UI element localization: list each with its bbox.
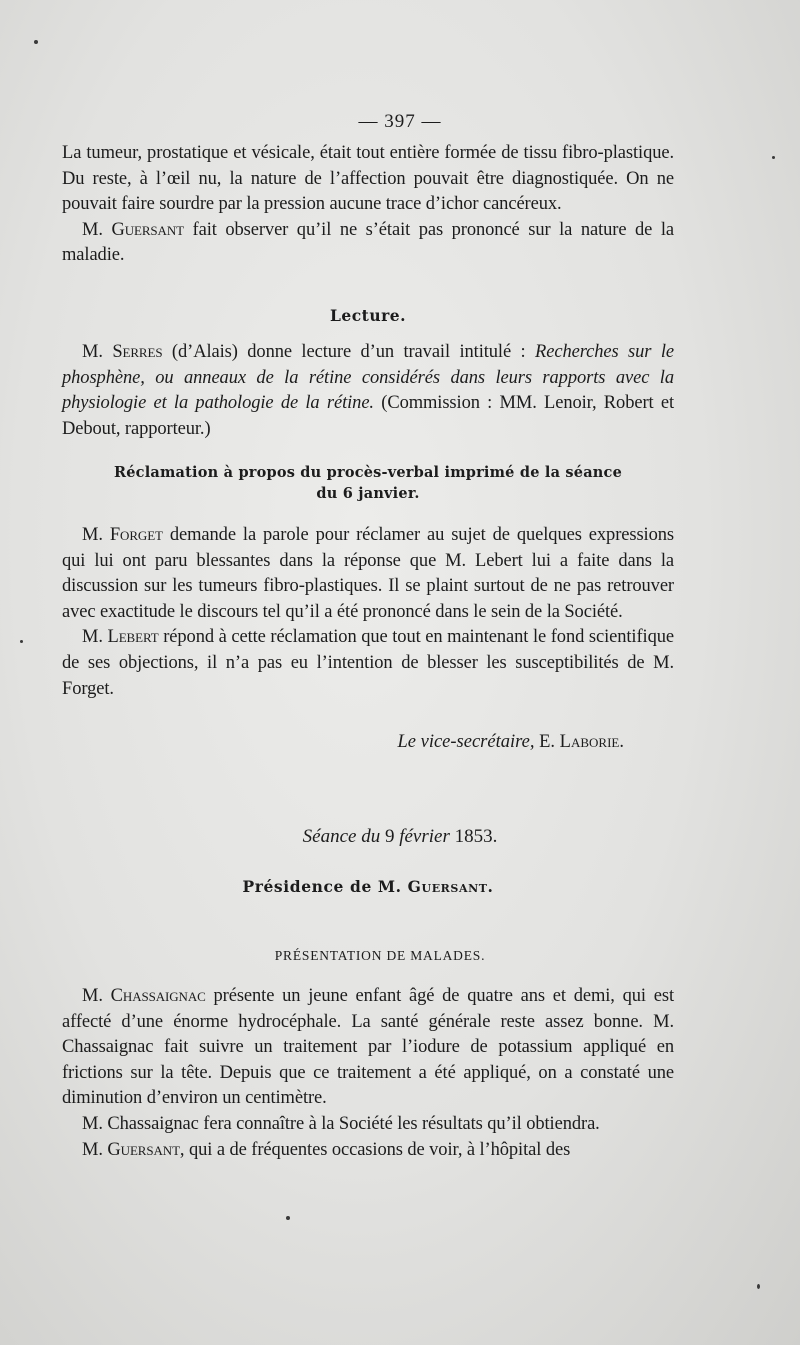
speaker-name: Forget: [109, 525, 163, 545]
paper-speck: [286, 1216, 290, 1220]
paragraph-guersant-remark: M. Guersant fait observer qu’il ne s’était pas prononcé sur la nature de la maladie.: [62, 219, 674, 266]
speaker-name: Chassaignac: [110, 986, 206, 1006]
session-date: Séance du 9 février 1853.: [302, 826, 498, 847]
paragraph-tumor-description: [62, 141, 674, 269]
paragraph-text: La tumeur, prostatique et vésicale, était tout entière formée de tissu fibro-plastique. Du reste, à l’œil nu, la nature de l’affection pouvait être diagnostiquée. On ne pouvait faire sourdre par la pression aucune trace d’ichor cancéreux.: [62, 143, 674, 215]
heading-line: du 6 janvier.: [316, 485, 420, 502]
signature-role: Le vice-secrétaire,: [397, 732, 535, 752]
subsection-heading: PRÉSENTATION DE MALADES.: [274, 948, 486, 963]
paper-speck: [772, 156, 775, 159]
paragraph-lebert-reply: M. Lebert répond à cette réclamation que tout en maintenant le fond scientifique de ses objections, il n’a pas eu l’intention de blesser les susceptibilités de M. Forget.: [62, 627, 674, 699]
work-title: Recherches sur le phosphène, ou anneaux de la rétine considérés dans leurs rapports avec la physiologie et la pathologie de la rétine.: [62, 342, 674, 414]
paragraph-forget-reclamation: M. Forget demande la parole pour réclamer au sujet de quelques expressions qui lui ont paru blessantes dans la réponse que M. Lebert lui a faite dans la discussion sur les tumeurs fibro-plastiques. Il se plaint surtout de ne pas retrouver avec exactitude le discours tel qu’il a été prononcé dans le sein de la Société. M. Lebert répond à cette réclamation que tout en maintenant le fond scientifique de ses objections, il n’a pas eu l’intention de blesser les susceptibilités de M. Forget.: [62, 523, 674, 702]
section-heading-lecture: Lecture.: [329, 306, 407, 325]
paragraph-guersant-observation: M. Guersant, qui a de fréquentes occasions de voir, à l’hôpital des: [82, 1139, 571, 1160]
paragraph-chassaignac-presentation: M. Chassaignac présente un jeune enfant âgé de quatre ans et demi, qui est affecté d’une énorme hydrocéphale. La santé générale reste assez bonne. M. Chassaignac fait suivre un traitement par l’iodure de potassium appliqué en frictions sur la tête. Depuis que ce traitement a été appliqué, on a constaté une diminution d’environ un centimètre. M. Chassaignac fera connaître à la Société les résultats qu’il obtiendra. M. Guersant, qui a de fréquentes occasions de voir, à l’hôpital des: [62, 984, 674, 1163]
speaker-name: Lebert: [107, 627, 159, 648]
speaker-name: Guersant: [111, 219, 184, 240]
section-heading-reclamation: [62, 464, 674, 502]
presidency-heading: Présidence de M. Guersant.: [242, 877, 494, 896]
paper-speck: [20, 640, 23, 643]
page-number: — 397 —: [358, 111, 442, 132]
paragraph-serres-reading: M. Serres (d’Alais) donne lecture d’un travail intitulé : Recherches sur le phosphène, ou anneaux de la rétine considérés dans leurs rapports avec la physiologie et la pathologie de la rétine. (Commission : MM. Lenoir, Robert et Debout, rapporteur.): [62, 342, 675, 439]
paragraph-chassaignac-followup: M. Chassaignac fera connaître à la Société les résultats qu’il obtiendra.: [82, 1113, 600, 1134]
paper-speck: [757, 1284, 760, 1289]
speaker-name: Guersant: [107, 1139, 180, 1160]
speaker-name: Serres: [112, 342, 163, 362]
signature-name: Laborie.: [559, 732, 624, 752]
paper-speck: [34, 40, 38, 44]
heading-line: Réclamation à propos du procès-verbal imprimé de la séance: [113, 464, 623, 481]
signature: Le vice-secrétaire, E. Laborie.: [397, 732, 624, 752]
